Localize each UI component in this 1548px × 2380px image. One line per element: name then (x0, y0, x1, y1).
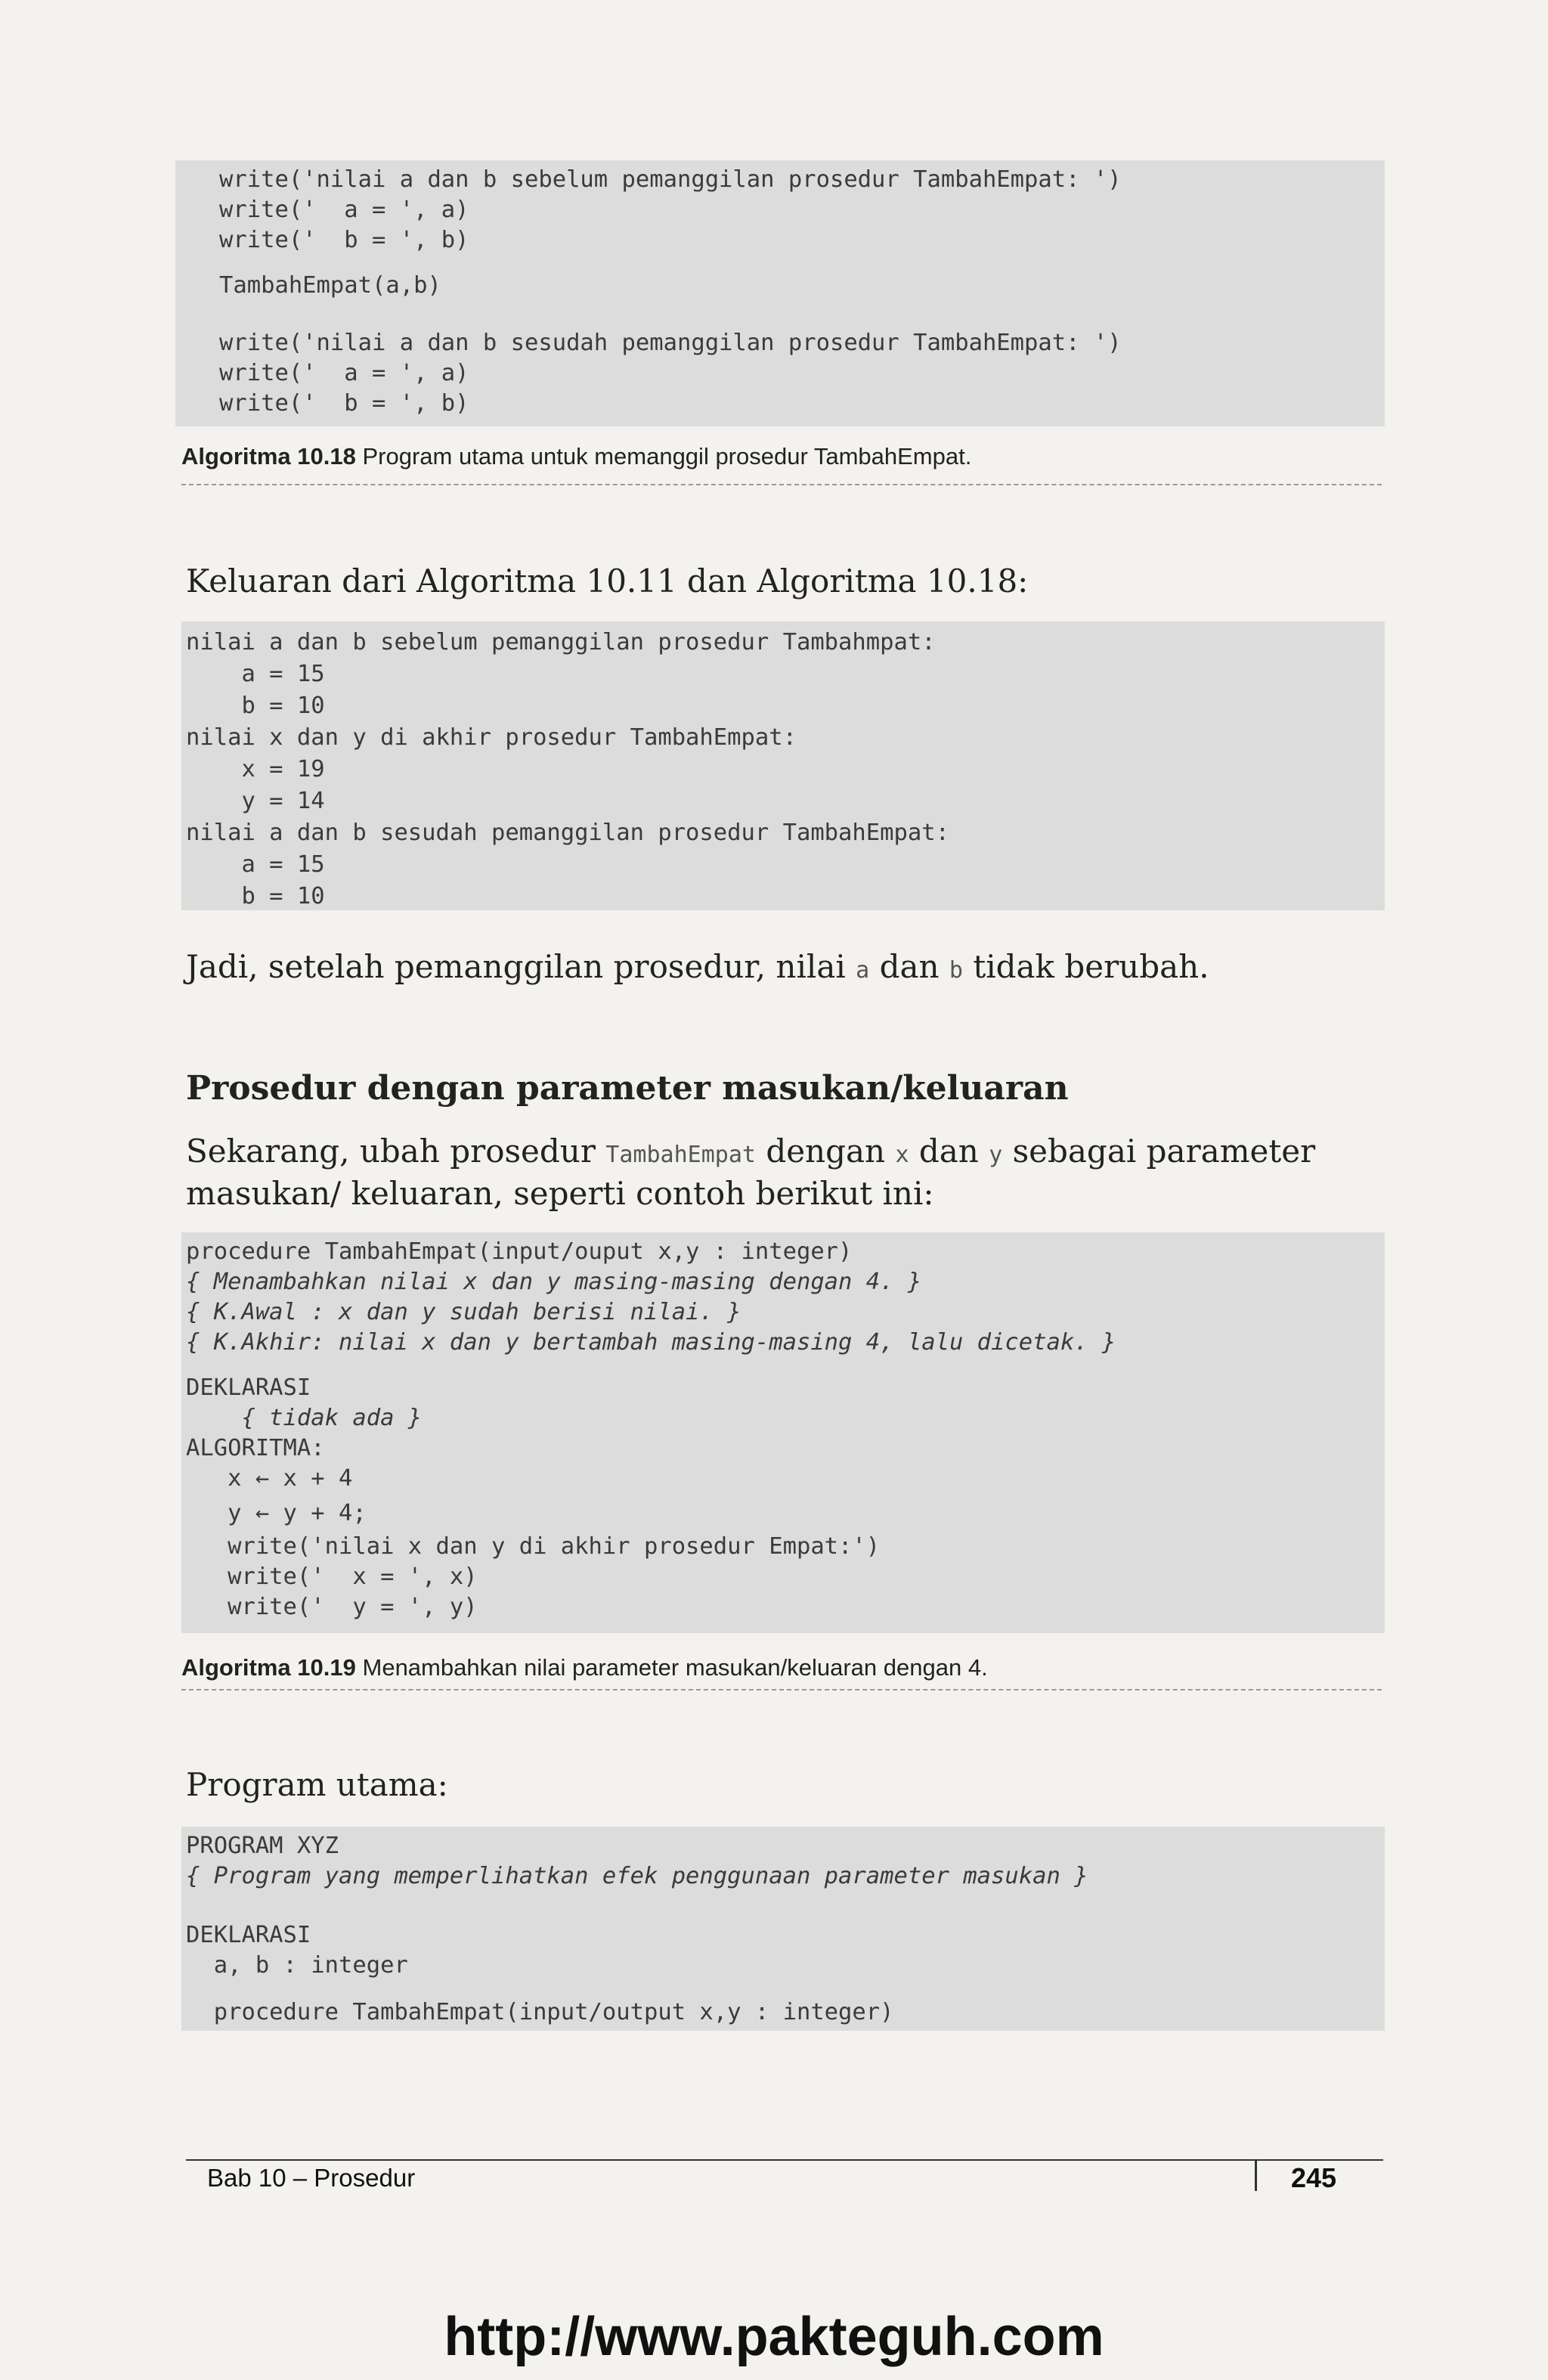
code-line: DEKLARASI (186, 1922, 311, 1948)
code-line: write(' b = ', b) (219, 390, 469, 417)
output-line: nilai a dan b sebelum pemanggilan prosedur Tambahmpat: (186, 629, 936, 655)
caption-divider (181, 484, 1382, 485)
code-comment: { K.Awal : x dan y sudah berisi nilai. } (186, 1299, 741, 1325)
output-line: x = 19 (186, 756, 325, 782)
watermark-url: http://www.pakteguh.com (444, 2307, 1104, 2367)
inline-var-a: a (856, 957, 870, 984)
conclusion-text: dan (869, 948, 949, 985)
output-line: y = 14 (186, 788, 325, 814)
code-line: write('nilai a dan b sebelum pemanggilan prosedur TambahEmpat: ') (219, 166, 1122, 193)
caption-text: Program utama untuk memanggil prosedur TambahEmpat. (362, 443, 972, 469)
code-line: procedure TambahEmpat(input/output x,y : integer) (186, 1999, 894, 2025)
section-heading: Prosedur dengan parameter masukan/keluaran (186, 1069, 1069, 1108)
output-line: b = 10 (186, 693, 325, 719)
code-line: TambahEmpat(a,b) (219, 272, 441, 299)
code-comment: { Menambahkan nilai x dan y masing-masing dengan 4. } (186, 1269, 922, 1295)
inline-var-x: x (895, 1142, 909, 1168)
code-line: DEKLARASI (186, 1374, 311, 1401)
code-line: write(' a = ', a) (219, 360, 469, 386)
caption-algoritma-10-18 (181, 443, 971, 470)
intro-paragraph-line2: masukan/ keluaran, seperti contoh berikut ini: (186, 1175, 934, 1212)
conclusion-text: Jadi, setelah pemanggilan prosedur, nilai (186, 948, 856, 985)
code-line: write(' b = ', b) (219, 227, 469, 253)
code-line: PROGRAM XYZ (186, 1833, 339, 1859)
caption-algoritma-10-19 (181, 1654, 988, 1681)
footer-rule (186, 2159, 1383, 2161)
footer-chapter: Bab 10 – Prosedur (207, 2164, 416, 2192)
code-comment: { K.Akhir: nilai x dan y bertambah masing-masing 4, lalu dicetak. } (186, 1329, 1116, 1356)
caption-label: Algoritma 10.18 (181, 443, 356, 469)
intro-text: dengan (755, 1133, 896, 1170)
code-line: x ← x + 4 (186, 1465, 353, 1492)
output-intro-paragraph: Keluaran dari Algoritma 10.11 dan Algoritma 10.18: (186, 562, 1029, 600)
inline-var-b: b (949, 957, 963, 984)
page-number: 245 (1291, 2162, 1337, 2193)
output-block (181, 621, 1385, 910)
intro-text: dan (909, 1133, 989, 1170)
code-comment: { Program yang memperlihatkan efek penggunaan parameter masukan } (186, 1863, 1088, 1889)
intro-paragraph (186, 1131, 1315, 1176)
code-line: write(' a = ', a) (219, 197, 469, 223)
caption-text: Menambahkan nilai parameter masukan/keluaran dengan 4. (362, 1654, 988, 1681)
inline-proc-name: TambahEmpat (605, 1142, 756, 1168)
intro-text: Sekarang, ubah prosedur (186, 1133, 606, 1170)
code-line: write('nilai a dan b sesudah pemanggilan prosedur TambahEmpat: ') (219, 330, 1122, 356)
caption-label: Algoritma 10.19 (181, 1654, 356, 1681)
output-line: nilai a dan b sesudah pemanggilan prosedur TambahEmpat: (186, 820, 949, 846)
inline-var-y: y (989, 1142, 1003, 1168)
output-line: b = 10 (186, 883, 325, 910)
caption-divider (181, 1689, 1382, 1690)
code-comment: { tidak ada } (186, 1405, 423, 1431)
output-line: a = 15 (186, 661, 325, 687)
footer-page-separator (1255, 2159, 1257, 2191)
code-block-algoritma-10-19 (181, 1232, 1385, 1633)
intro-text: sebagai parameter (1002, 1133, 1316, 1170)
code-block-algoritma-10-18 (175, 160, 1385, 426)
conclusion-paragraph (186, 947, 1209, 991)
main-program-label: Program utama: (186, 1766, 448, 1803)
conclusion-text: tidak berubah. (962, 948, 1209, 985)
code-line: write('nilai x dan y di akhir prosedur Empat:') (186, 1533, 881, 1560)
code-line: write(' y = ', y) (186, 1594, 478, 1620)
code-line: ALGORITMA: (186, 1435, 325, 1461)
code-line: write(' x = ', x) (186, 1563, 478, 1590)
output-line: a = 15 (186, 851, 325, 878)
code-line: a, b : integer (186, 1952, 408, 1979)
code-line: y ← y + 4; (186, 1500, 367, 1526)
code-line: procedure TambahEmpat(input/ouput x,y : integer) (186, 1238, 853, 1265)
code-block-program-utama (181, 1827, 1385, 2031)
output-line: nilai x dan y di akhir prosedur TambahEmpat: (186, 724, 797, 751)
